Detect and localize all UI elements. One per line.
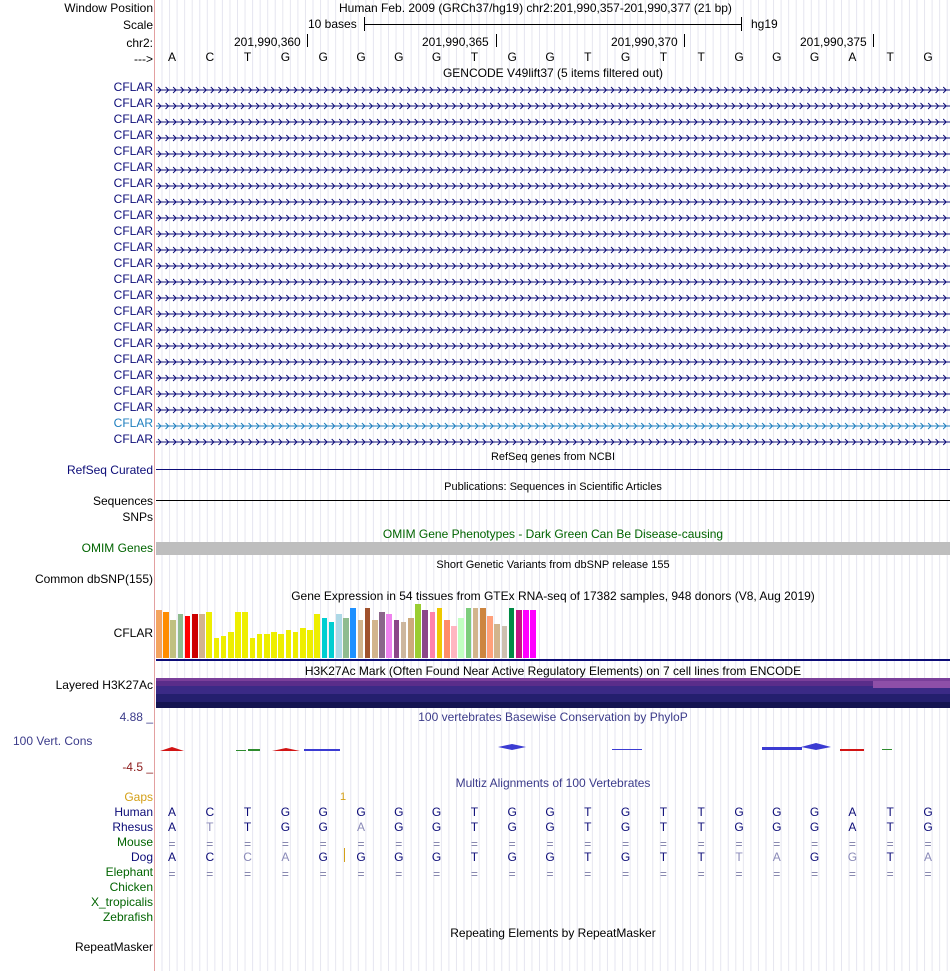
base-letter: G — [734, 50, 744, 64]
gaps-label[interactable]: Gaps — [124, 790, 153, 804]
position-tick-label: 201,990,365 — [422, 35, 489, 49]
alignment-base: = — [811, 837, 819, 851]
dog-gap-marker — [344, 848, 345, 862]
gencode-transcript[interactable] — [156, 147, 950, 155]
alignment-base: = — [697, 867, 705, 881]
alignment-base: A — [167, 820, 176, 834]
base-letter: G — [620, 50, 631, 64]
gtex-tissue-bar[interactable] — [257, 634, 263, 658]
position-tick — [496, 34, 497, 47]
gencode-transcript-label[interactable]: CFLAR — [113, 96, 153, 110]
scale-bar — [364, 24, 741, 25]
h3k27ac-track-title: H3K27Ac Mark (Often Found Near Active Regulatory Elements) on 7 cell lines from ENCODE — [304, 664, 802, 678]
gencode-transcript[interactable] — [156, 307, 950, 315]
alignment-base: G — [809, 820, 820, 834]
gencode-transcript[interactable] — [156, 355, 950, 363]
alignment-base: G — [507, 820, 517, 834]
alignment-base: = — [886, 867, 894, 881]
gencode-transcript[interactable] — [156, 291, 950, 299]
alignment-base: G — [545, 805, 555, 819]
gtex-tissue-bar[interactable] — [422, 610, 428, 658]
gtex-tissue-bar[interactable] — [250, 638, 256, 658]
gtex-tissue-bar[interactable] — [372, 620, 378, 658]
gtex-tissue-bar[interactable] — [278, 634, 284, 658]
gencode-transcript-label[interactable]: CFLAR — [113, 320, 153, 334]
alignment-base: A — [848, 805, 857, 819]
alignment-base: T — [584, 820, 592, 834]
alignment-base: C — [205, 850, 215, 864]
gtex-tissue-bar[interactable] — [206, 612, 212, 658]
phylop-max-label: 4.88 _ — [119, 710, 153, 724]
alignment-base: G — [431, 850, 442, 864]
assembly-label: hg19 — [751, 17, 778, 31]
alignment-base: G — [545, 820, 555, 834]
strand-label[interactable]: ---> — [134, 52, 153, 66]
gtex-tissue-bar[interactable] — [214, 638, 220, 658]
alignment-base: C — [243, 850, 252, 864]
alignment-base: = — [470, 867, 478, 881]
alignment-base: = — [659, 837, 667, 851]
scale-bar-left-tick — [364, 17, 365, 31]
alignment-base: = — [735, 867, 743, 881]
dbsnp-track-title: Short Genetic Variants from dbSNP release 155 — [436, 559, 670, 571]
alignment-base: T — [697, 850, 705, 864]
alignment-base: T — [470, 820, 479, 834]
alignment-base: T — [243, 820, 252, 834]
gencode-transcript-label[interactable]: CFLAR — [113, 192, 153, 206]
phylop-min-label: -4.5 _ — [122, 760, 153, 774]
gtex-tissue-bar[interactable] — [336, 614, 342, 658]
gtex-gene-line — [156, 659, 950, 661]
snps-track-label[interactable]: SNPs — [122, 510, 153, 524]
multiz-species-label[interactable]: Chicken — [109, 880, 153, 894]
gencode-transcript-label[interactable]: CFLAR — [113, 384, 153, 398]
gencode-transcript-label[interactable]: CFLAR — [113, 416, 153, 430]
alignment-base: = — [924, 867, 932, 881]
alignment-base: = — [357, 867, 365, 881]
multiz-species-label[interactable]: Mouse — [116, 835, 153, 849]
alignment-base: T — [697, 820, 705, 834]
gtex-tissue-bar[interactable] — [502, 626, 508, 658]
alignment-base: = — [357, 837, 365, 851]
base-letter: T — [659, 50, 668, 64]
base-letter: G — [772, 50, 782, 64]
alignment-base: = — [395, 867, 403, 881]
alignment-base: = — [848, 867, 856, 881]
alignment-base: = — [773, 837, 781, 851]
alignment-base: = — [433, 837, 441, 851]
alignment-base: A — [167, 805, 176, 819]
alignment-base: = — [168, 837, 176, 851]
position-tick-label: 201,990,370 — [611, 35, 678, 49]
gtex-tissue-bar[interactable] — [509, 608, 515, 658]
alignment-base: = — [546, 837, 554, 851]
alignment-base: = — [622, 837, 630, 851]
multiz-species-label[interactable]: Elephant — [105, 865, 153, 879]
gtex-tissue-bar[interactable] — [530, 610, 536, 658]
gtex-tissue-bar[interactable] — [322, 618, 328, 658]
gtex-tissue-bar[interactable] — [163, 612, 169, 658]
gtex-tissue-bar[interactable] — [329, 622, 335, 658]
gencode-transcript[interactable] — [156, 115, 950, 123]
gtex-tissue-bar[interactable] — [235, 612, 241, 658]
alignment-base: = — [244, 867, 252, 881]
gtex-tissue-bar[interactable] — [199, 614, 205, 658]
gtex-tissue-bar[interactable] — [156, 610, 162, 658]
gencode-transcript-label[interactable]: CFLAR — [113, 352, 153, 366]
alignment-base: T — [735, 850, 743, 864]
alignment-base: G — [394, 820, 404, 834]
alignment-base: G — [431, 805, 442, 819]
gtex-tissue-bar[interactable] — [408, 618, 414, 658]
multiz-species-label[interactable]: Rhesus — [112, 820, 153, 834]
base-letter: C — [205, 50, 215, 64]
alignment-base: C — [205, 805, 215, 819]
gtex-tissue-bar[interactable] — [286, 630, 292, 658]
gencode-transcript[interactable] — [156, 371, 950, 379]
gtex-tissue-bar[interactable] — [458, 618, 464, 658]
gencode-transcript[interactable] — [156, 387, 950, 395]
gtex-tissue-bar[interactable] — [487, 616, 493, 658]
alignment-base: = — [622, 867, 630, 881]
alignment-base: T — [886, 805, 894, 819]
multiz-species-label[interactable]: Dog — [130, 850, 153, 864]
h3k27ac-track-label[interactable]: Layered H3K27Ac — [55, 678, 153, 692]
alignment-base: = — [584, 837, 592, 851]
base-letter: G — [280, 50, 291, 64]
alignment-base: G — [809, 850, 820, 864]
alignment-base: = — [206, 867, 214, 881]
alignment-base: = — [924, 837, 932, 851]
omim-track-title: OMIM Gene Phenotypes - Dark Green Can Be Disease-causing — [382, 527, 724, 541]
omim-gene-bar[interactable] — [156, 542, 950, 555]
alignment-base: A — [923, 850, 932, 864]
alignment-base: = — [206, 837, 214, 851]
gencode-transcript-label[interactable]: CFLAR — [113, 128, 153, 142]
alignment-base: = — [659, 867, 667, 881]
gtex-tissue-bar[interactable] — [185, 616, 191, 658]
gencode-transcript-label[interactable]: CFLAR — [113, 272, 153, 286]
alignment-base: = — [697, 837, 705, 851]
gencode-transcript-label[interactable]: CFLAR — [113, 208, 153, 222]
gtex-tissue-bar[interactable] — [437, 608, 443, 658]
alignment-base: G — [734, 805, 744, 819]
gtex-tissue-bar[interactable] — [394, 620, 400, 658]
alignment-base: = — [319, 867, 327, 881]
alignment-base: G — [318, 820, 328, 834]
alignment-base: T — [697, 805, 705, 819]
gencode-transcript-label[interactable]: CFLAR — [113, 336, 153, 350]
publications-track-label[interactable]: Sequences — [92, 494, 153, 508]
gencode-transcript[interactable] — [156, 419, 950, 427]
position-tick — [684, 34, 685, 47]
base-letter: G — [809, 50, 820, 64]
multiz-species-label[interactable]: X_tropicalis — [90, 895, 153, 909]
label-divider — [154, 0, 155, 971]
gtex-tissue-bar[interactable] — [451, 626, 457, 658]
gencode-transcript-label[interactable]: CFLAR — [113, 160, 153, 174]
alignment-base: = — [735, 837, 743, 851]
gtex-tissue-bar[interactable] — [242, 612, 248, 658]
base-letter: G — [923, 50, 933, 64]
base-letter: G — [507, 50, 517, 64]
alignment-base: A — [356, 820, 365, 834]
alignment-base: = — [584, 867, 592, 881]
base-letter: T — [886, 50, 894, 64]
alignment-base: A — [848, 820, 857, 834]
gtex-tissue-bar[interactable] — [415, 604, 421, 658]
gencode-transcript-label[interactable]: CFLAR — [113, 256, 153, 270]
gtex-tissue-bar[interactable] — [386, 614, 392, 658]
h3k27ac-peak — [873, 681, 950, 688]
alignment-base: T — [659, 805, 668, 819]
gtex-tissue-bar[interactable] — [307, 630, 313, 658]
base-letter: G — [545, 50, 555, 64]
gencode-track-title: GENCODE V49lift37 (5 items filtered out) — [442, 66, 664, 80]
base-letter: G — [318, 50, 328, 64]
alignment-base: T — [584, 850, 592, 864]
gtex-tissue-bar[interactable] — [466, 608, 472, 658]
alignment-base: T — [659, 820, 668, 834]
gtex-tissue-bar[interactable] — [494, 624, 500, 658]
repeatmasker-track-label[interactable]: RepeatMasker — [74, 940, 153, 954]
position-tick-label: 201,990,375 — [800, 35, 867, 49]
alignment-base: = — [168, 867, 176, 881]
omim-track-label[interactable]: OMIM Genes — [81, 541, 153, 555]
alignment-base: G — [507, 805, 517, 819]
gencode-transcript-label[interactable]: CFLAR — [113, 112, 153, 126]
alignment-base: = — [773, 867, 781, 881]
gencode-transcript[interactable] — [156, 99, 950, 107]
alignment-base: = — [244, 837, 252, 851]
gencode-transcript-label[interactable]: CFLAR — [113, 432, 153, 446]
publications-track-title: Publications: Sequences in Scientific Articles — [444, 481, 662, 493]
gencode-transcript[interactable] — [156, 243, 950, 251]
phylop-wiggle[interactable] — [156, 740, 950, 754]
dbsnp-track-label[interactable]: Common dbSNP(155) — [34, 572, 153, 586]
gencode-transcript-label[interactable]: CFLAR — [113, 144, 153, 158]
alignment-base: G — [809, 805, 820, 819]
scale-bar-right-tick — [741, 17, 742, 31]
gtex-track-title: Gene Expression in 54 tissues from GTEx RNA-seq of 17382 samples, 948 donors (V8, Aug 2019) — [291, 589, 815, 603]
alignment-base: G — [394, 805, 404, 819]
alignment-base: = — [508, 867, 516, 881]
alignment-base: = — [811, 867, 819, 881]
gencode-transcript[interactable] — [156, 259, 950, 267]
gencode-transcript[interactable] — [156, 339, 950, 347]
alignment-base: = — [470, 837, 478, 851]
gtex-tissue-bar[interactable] — [401, 622, 407, 658]
base-letter: G — [394, 50, 404, 64]
gtex-tissue-bar[interactable] — [365, 608, 371, 658]
gencode-transcript-label[interactable]: CFLAR — [113, 224, 153, 238]
alignment-base: G — [847, 850, 858, 864]
gencode-transcript[interactable] — [156, 195, 950, 203]
gtex-expression-chart[interactable] — [156, 604, 536, 658]
refseq-gene-line[interactable] — [156, 469, 950, 470]
gencode-transcript[interactable] — [156, 403, 950, 411]
repeatmasker-track-title: Repeating Elements by RepeatMasker — [450, 926, 656, 940]
alignment-base: = — [546, 867, 554, 881]
gencode-transcript-label[interactable]: CFLAR — [113, 400, 153, 414]
gtex-tissue-bar[interactable] — [444, 620, 450, 658]
gencode-transcript-label[interactable]: CFLAR — [113, 80, 153, 94]
alignment-base: T — [886, 850, 894, 864]
gtex-tissue-bar[interactable] — [178, 614, 184, 658]
base-letter: T — [470, 50, 479, 64]
alignment-base: T — [886, 820, 894, 834]
refseq-track-title: RefSeq genes from NCBI — [490, 451, 616, 463]
h3k27ac-signal[interactable] — [156, 678, 950, 708]
alignment-base: G — [280, 820, 291, 834]
base-letter: T — [243, 50, 252, 64]
window-position-label[interactable]: Window Position — [64, 1, 153, 15]
multiz-species-label[interactable]: Zebrafish — [102, 910, 153, 924]
alignment-base: G — [507, 850, 517, 864]
gencode-transcript[interactable] — [156, 163, 950, 171]
alignment-base: = — [433, 867, 441, 881]
alignment-base: A — [281, 850, 290, 864]
position-tick — [307, 34, 308, 47]
gencode-transcript-label[interactable]: CFLAR — [113, 288, 153, 302]
alignment-base: G — [772, 805, 782, 819]
alignment-base: = — [319, 837, 327, 851]
alignment-base: A — [772, 850, 781, 864]
alignment-base: T — [470, 850, 479, 864]
phylop-track-title: 100 vertebrates Basewise Conservation by PhyloP — [418, 710, 688, 724]
gtex-tissue-bar[interactable] — [430, 612, 436, 658]
alignment-base: G — [923, 805, 933, 819]
gtex-tissue-bar[interactable] — [358, 620, 364, 658]
alignment-base: G — [620, 805, 631, 819]
gtex-tissue-bar[interactable] — [343, 618, 349, 658]
gtex-tissue-bar[interactable] — [170, 620, 176, 658]
alignment-base: T — [470, 805, 479, 819]
gap-count: 1 — [340, 791, 347, 803]
alignment-base: T — [584, 805, 592, 819]
alignment-base: G — [318, 805, 328, 819]
gencode-transcript-label[interactable]: CFLAR — [113, 368, 153, 382]
gtex-tissue-bar[interactable] — [516, 610, 522, 658]
alignment-base: A — [167, 850, 176, 864]
alignment-base: G — [356, 805, 366, 819]
gtex-tissue-bar[interactable] — [293, 632, 299, 658]
window-position-value: Human Feb. 2009 (GRCh37/hg19) chr2:201,990,357-201,990,377 (21 bp) — [339, 1, 732, 15]
gtex-tissue-bar[interactable] — [228, 632, 234, 658]
position-tick-label: 201,990,360 — [234, 35, 301, 49]
gtex-track-label[interactable]: CFLAR — [113, 626, 153, 640]
gencode-transcript[interactable] — [156, 323, 950, 331]
alignment-base: G — [431, 820, 442, 834]
gtex-tissue-bar[interactable] — [473, 608, 479, 658]
gencode-transcript[interactable] — [156, 435, 950, 443]
alignment-base: T — [659, 850, 668, 864]
gencode-transcript[interactable] — [156, 83, 950, 91]
gtex-tissue-bar[interactable] — [221, 636, 227, 658]
alignment-base: = — [848, 837, 856, 851]
alignment-base: G — [620, 820, 631, 834]
base-letter: A — [167, 50, 176, 64]
alignment-base: G — [318, 850, 328, 864]
base-letter: A — [848, 50, 857, 64]
multiz-species-label[interactable]: Human — [114, 805, 153, 819]
alignment-base: G — [394, 850, 404, 864]
alignment-base: G — [280, 805, 291, 819]
gtex-tissue-bar[interactable] — [379, 612, 385, 658]
alignment-base: = — [508, 837, 516, 851]
alignment-base: = — [281, 837, 289, 851]
gencode-transcript-label[interactable]: CFLAR — [113, 240, 153, 254]
scale-label[interactable]: Scale — [122, 18, 153, 32]
gtex-tissue-bar[interactable] — [523, 610, 529, 658]
scale-text: 10 bases — [308, 17, 357, 31]
alignment-base: = — [395, 837, 403, 851]
publications-line[interactable] — [156, 500, 950, 501]
alignment-base: G — [734, 820, 744, 834]
base-letter: T — [584, 50, 592, 64]
gtex-tissue-bar[interactable] — [271, 632, 277, 658]
gtex-tissue-bar[interactable] — [192, 614, 198, 658]
phylop-track-label[interactable]: 100 Vert. Cons — [13, 734, 93, 748]
alignment-base: = — [886, 837, 894, 851]
alignment-base: G — [772, 820, 782, 834]
gencode-transcript[interactable] — [156, 275, 950, 283]
gencode-transcript-label[interactable]: CFLAR — [113, 176, 153, 190]
gtex-tissue-bar[interactable] — [314, 614, 320, 658]
alignment-base: = — [281, 867, 289, 881]
gencode-transcript[interactable] — [156, 131, 950, 139]
multiz-track-title: Multiz Alignments of 100 Vertebrates — [455, 776, 651, 790]
gencode-transcript[interactable] — [156, 211, 950, 219]
gencode-transcript[interactable] — [156, 227, 950, 235]
base-letter: G — [431, 50, 442, 64]
alignment-base: G — [620, 850, 631, 864]
refseq-track-label[interactable]: RefSeq Curated — [66, 463, 153, 477]
alignment-base: T — [243, 805, 252, 819]
gencode-transcript-label[interactable]: CFLAR — [113, 304, 153, 318]
alignment-base: G — [545, 850, 555, 864]
alignment-base: T — [206, 820, 214, 834]
position-tick — [873, 34, 874, 47]
alignment-base: G — [923, 820, 933, 834]
alignment-base: G — [356, 850, 366, 864]
gencode-transcript[interactable] — [156, 179, 950, 187]
base-letter: T — [697, 50, 705, 64]
gtex-tissue-bar[interactable] — [300, 628, 306, 658]
gtex-tissue-bar[interactable] — [480, 608, 486, 658]
base-letter: G — [356, 50, 366, 64]
chrom-label[interactable]: chr2: — [126, 36, 153, 50]
gtex-tissue-bar[interactable] — [264, 634, 270, 658]
gtex-tissue-bar[interactable] — [350, 608, 356, 658]
